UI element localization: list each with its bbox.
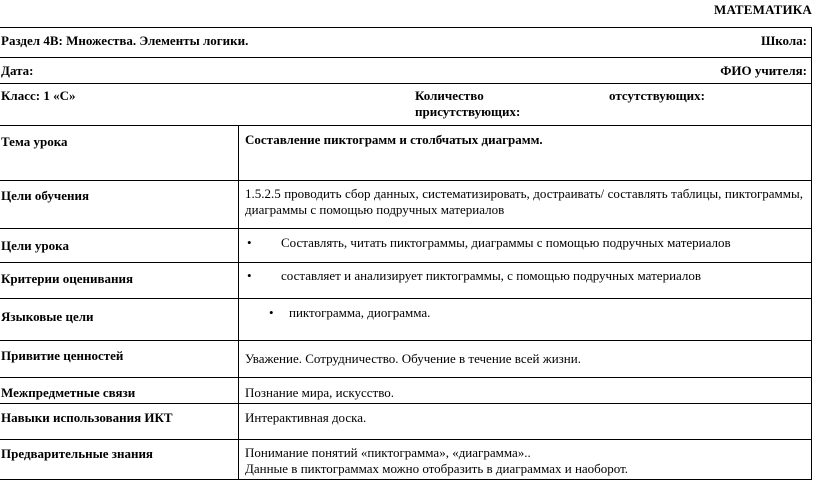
lesson-topic-value: Составление пиктограмм и столбчатых диаграмм. (239, 126, 812, 181)
cross-curricular-label: Межпредметные связи (0, 378, 239, 404)
row-prior-knowledge (0, 440, 812, 480)
row-language-goals (0, 299, 812, 341)
prior-knowledge-label: Предварительные знания (0, 440, 239, 480)
values-value: Уважение. Сотрудничество. Обучение в течение всей жизни. (239, 341, 812, 378)
learning-objectives-label: Цели обучения (0, 181, 239, 229)
present-label: присутствующих: (415, 104, 521, 119)
section-title: Раздел 4В: Множества. Элементы логики. (1, 33, 249, 48)
row-assessment-criteria (0, 263, 812, 299)
lesson-goals-label: Цели урока (0, 229, 239, 263)
row-lesson-goals (0, 229, 812, 263)
cross-curricular-value: Познание мира, искусство. (239, 378, 812, 404)
class-label: Класс: 1 «С» (1, 88, 76, 103)
school-label: Школа: (760, 33, 807, 48)
language-goals-label: Языковые цели (0, 299, 239, 341)
header-row-class (0, 84, 812, 126)
bullet-icon: • (247, 235, 252, 250)
row-values (0, 341, 812, 378)
assessment-criteria-value: составляет и анализирует пиктограммы, с помощью подручных материалов (281, 268, 702, 283)
count-label: Количество (415, 88, 484, 103)
prior-knowledge-line2: Данные в пиктограммах можно отобразить в диаграммах и наоборот. (245, 461, 629, 476)
teacher-label: ФИО учителя: (720, 63, 807, 78)
row-cross-curricular (0, 378, 812, 404)
row-lesson-topic (0, 126, 812, 181)
assessment-criteria-label: Критерии оценивания (0, 263, 239, 299)
absent-label: отсутствующих: (609, 88, 705, 103)
bullet-icon: • (247, 268, 252, 283)
prior-knowledge-line1: Понимание понятий «пиктограмма», «диаграмма».. (245, 445, 531, 460)
date-label: Дата: (1, 63, 34, 78)
learning-objectives-value: 1.5.2.5 проводить сбор данных, систематизировать, достраивать/ составлять таблицы, пиктограммы, диаграммы с помощью подручных материалов (239, 181, 812, 229)
lesson-topic-label: Тема урока (0, 126, 239, 181)
ict-skills-label: Навыки использования ИКТ (0, 404, 239, 440)
language-goals-value: пиктограмма, диограмма. (289, 305, 431, 320)
header-row-section (0, 28, 812, 58)
header-row-date (0, 58, 812, 84)
lesson-goals-value: Составлять, читать пиктограммы, диаграммы с помощью подручных материалов (281, 235, 731, 250)
row-learning-objectives (0, 181, 812, 229)
bullet-icon: • (269, 305, 274, 320)
row-ict-skills (0, 404, 812, 440)
subject-title: МАТЕМАТИКА (714, 2, 812, 17)
values-label: Привитие ценностей (0, 341, 239, 378)
ict-skills-value: Интерактивная доска. (239, 404, 812, 440)
lesson-plan-table (0, 27, 812, 480)
